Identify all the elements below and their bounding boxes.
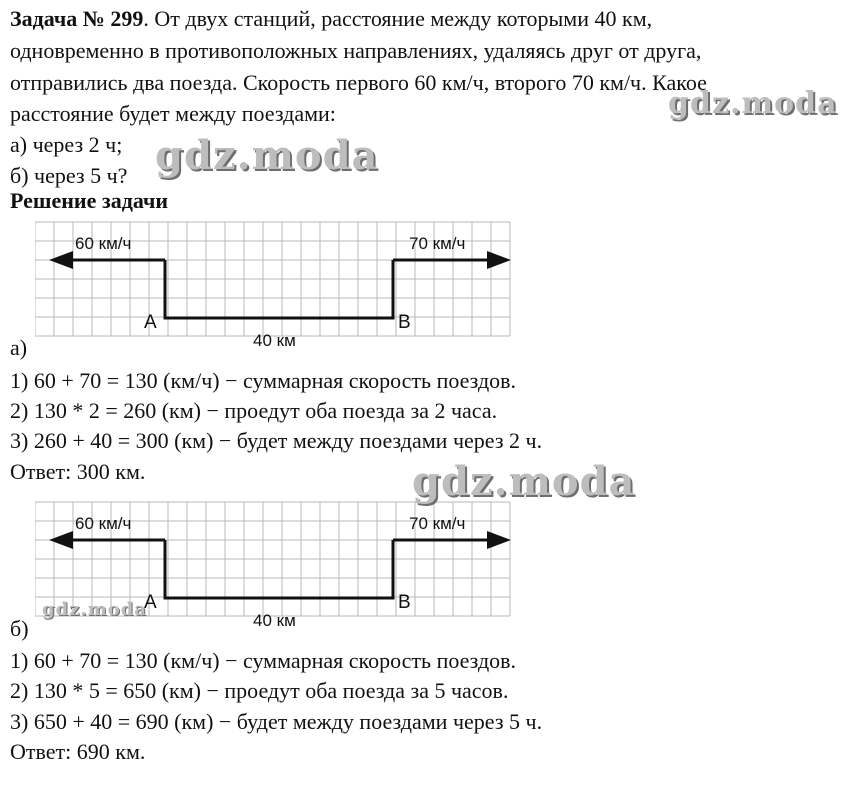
- arrow-right-icon: [487, 251, 511, 269]
- problem-item-b: б) через 5 ч?: [10, 163, 128, 188]
- problem-title-line: [10, 4, 652, 34]
- right-speed-label: 70 км/ч: [409, 514, 466, 533]
- part-b-step-2: 2) 130 * 5 = 650 (км) − проедут оба поезда за 5 часов.: [10, 678, 509, 703]
- problem-line-1: . От двух станций, расстояние между которыми 40 км,: [143, 6, 653, 31]
- part-a-step-2: 2) 130 * 2 = 260 (км) − проедут оба поезда за 2 часа.: [10, 398, 498, 423]
- right-speed-label: 70 км/ч: [409, 234, 466, 253]
- solution-heading: Решение задачи: [10, 188, 169, 213]
- part-b-label: б): [10, 616, 29, 641]
- part-a-step-1: 1) 60 + 70 = 130 (км/ч) − суммарная скорость поездов.: [10, 368, 517, 393]
- arrow-left-icon: [49, 531, 73, 549]
- watermark: gdz.moda: [155, 132, 379, 179]
- problem-line-4: расстояние будет между поездами:: [10, 101, 336, 126]
- point-b-label: B: [398, 592, 411, 613]
- problem-line-3: отправились два поезда. Скорость первого 60 км/ч, второго 70 км/ч. Какое: [10, 70, 707, 95]
- part-b-answer: Ответ: 690 км.: [10, 739, 146, 764]
- part-b-step-3: 3) 650 + 40 = 690 (км) − будет между поездами через 5 ч.: [10, 709, 543, 734]
- problem-title: Задача № 299: [10, 6, 144, 31]
- distance-label: 40 км: [253, 331, 296, 350]
- watermark: gdz.moda: [668, 86, 838, 121]
- problem-line-2: одновременно в противоположных направлениях, удаляясь друг от друга,: [10, 38, 702, 63]
- part-b-step-1: 1) 60 + 70 = 130 (км/ч) − суммарная скорость поездов.: [10, 648, 517, 673]
- part-a-label: а): [10, 335, 28, 360]
- arrow-right-icon: [487, 531, 511, 549]
- problem-item-a: а) через 2 ч;: [10, 132, 123, 157]
- distance-label: 40 км: [253, 611, 296, 630]
- arrow-left-icon: [49, 251, 73, 269]
- watermark: gdz.moda: [42, 599, 147, 620]
- point-a-label: A: [144, 592, 157, 613]
- point-b-label: B: [398, 312, 411, 333]
- left-speed-label: 60 км/ч: [75, 234, 132, 253]
- watermark: gdz.moda: [412, 458, 636, 505]
- point-a-label: A: [144, 312, 157, 333]
- part-a-step-3: 3) 260 + 40 = 300 (км) − будет между поездами через 2 ч.: [10, 428, 543, 453]
- left-speed-label: 60 км/ч: [75, 514, 132, 533]
- diagram-a: [35, 215, 515, 355]
- part-a-answer: Ответ: 300 км.: [10, 459, 146, 484]
